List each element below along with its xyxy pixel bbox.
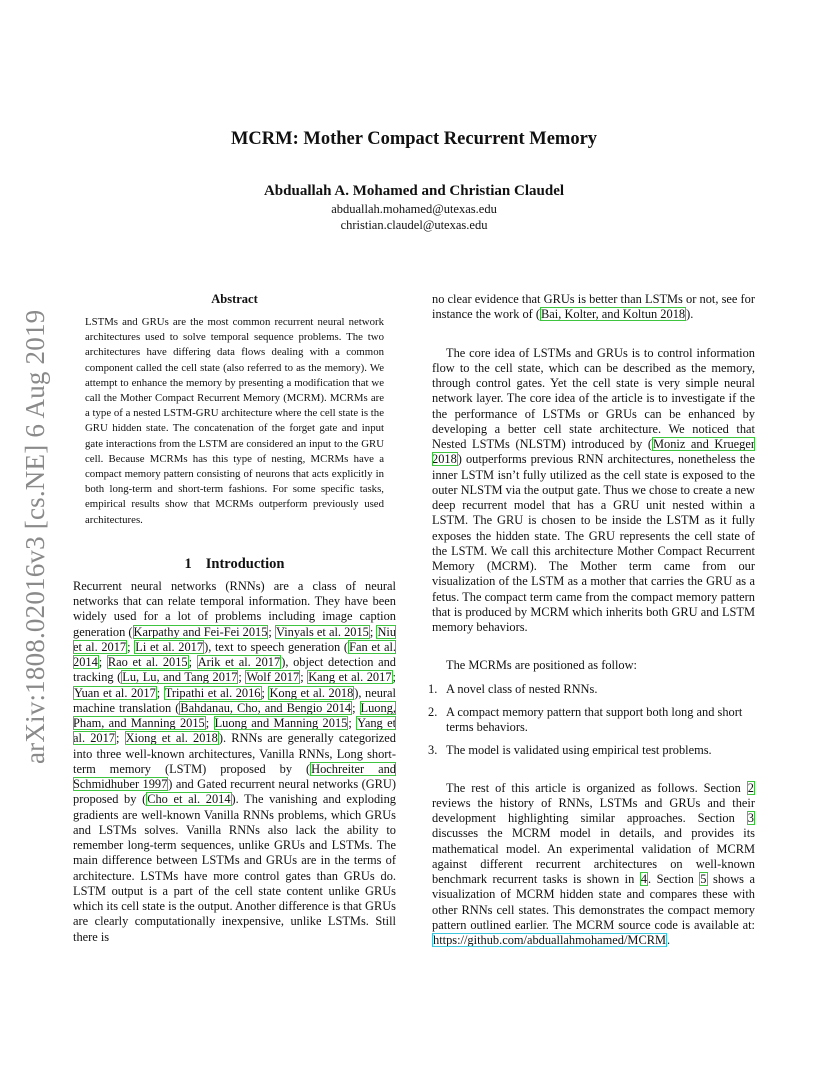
list-item xyxy=(428,681,755,697)
intro-paragraph xyxy=(73,579,396,945)
text-run: ), object detection and tracking ( xyxy=(73,655,396,685)
author-email-1: abduallah.mohamed@utexas.edu xyxy=(331,202,497,216)
spacer xyxy=(432,323,755,346)
author-email-2: christian.claudel@utexas.edu xyxy=(340,218,488,232)
citation-link[interactable]: Rao et al. 2015 xyxy=(107,655,188,670)
section-link[interactable]: 2 xyxy=(747,780,754,795)
spacer xyxy=(432,635,755,658)
citation-link[interactable]: Fan et al. 2014 xyxy=(73,639,396,670)
citation-link[interactable]: Arik et al. 2017 xyxy=(197,655,281,670)
text-run: ; xyxy=(156,685,164,700)
citation-link[interactable]: Hochreiter and Schmidhuber 1997 xyxy=(73,761,396,792)
contribution-list xyxy=(428,681,755,759)
citation-link[interactable]: Yang et al. 2017 xyxy=(73,716,397,746)
arxiv-identifier: arXiv:1808.02016v3 [cs.NE] 6 Aug 2019 xyxy=(20,309,50,764)
text-run: ; xyxy=(348,716,357,731)
citation-link[interactable]: Lu, Lu, and Tang 2017 xyxy=(122,670,238,685)
right-paragraph-1 xyxy=(432,292,755,323)
abstract-text: LSTMs and GRUs are the most common recurrent neural network architectures used to solve temporal sequence problems. The two architectures have differing data flows dealing with a common component called the cell state (also referred to as the memory). We attempt to enhance the memory by presenting a modification that we call the Mother Compact Recurrent Memory (MCRM). MCRMs are a type of a nested LSTM-GRU architecture where the cell state is the GRU hidden state. The concatenation of the forget gate and input gate interactions from the LSTM are considered an input to the GRU cell. Because MCRMs has this type of nesting, MCRMs have a compact memory pattern consisting of neurons that acts explicitly in both long-term and short-term fashions. For some specific tasks, empirical results show that MCRMs outperform previously used architectures. xyxy=(85,316,384,526)
right-paragraph-4 xyxy=(432,781,755,949)
citation-link[interactable]: Luong and Manning 2015 xyxy=(214,716,348,731)
text-run: . xyxy=(667,933,671,947)
section-link[interactable]: 4 xyxy=(640,872,648,886)
section-link[interactable]: 3 xyxy=(747,811,754,825)
text-run: The rest of this article is organized as follows. Section xyxy=(446,780,747,795)
text-run: ; xyxy=(98,655,107,670)
text-run: ; xyxy=(300,670,308,685)
citation-link[interactable]: Moniz and Krueger 2018 xyxy=(432,437,755,467)
text-run: no clear evidence that GRUs is better than LSTMs or not, see for instance the work of ( xyxy=(432,292,755,322)
text-run: ; xyxy=(188,655,197,670)
left-column xyxy=(73,292,396,945)
citation-link[interactable]: Vinyals et al. 2015 xyxy=(275,624,369,639)
text-run: . Section xyxy=(648,872,700,886)
spacer xyxy=(432,767,755,781)
text-run: ). xyxy=(686,307,694,322)
text-run: ; xyxy=(261,685,269,700)
text-run: Recurrent neural networks (RNNs) are a class of neural networks that can relate temporal information. They have been widely used for a lot of problems including image caption generation ( xyxy=(73,578,396,639)
text-run: ). RNNs are generally categorized into three well-known architectures, Vanilla RNNs, Long short-term memory (LSTM) proposed by ( xyxy=(73,731,396,776)
text-run: ) and Gated recurrent neural networks (GRU) proposed by ( xyxy=(73,777,396,807)
right-paragraph-3: The MCRMs are positioned as follow: xyxy=(446,658,638,673)
list-text: The model is validated using empirical test problems. xyxy=(446,743,712,758)
citation-link[interactable]: Luong, Pham, and Manning 2015 xyxy=(73,700,396,731)
text-run: ; xyxy=(238,670,246,685)
citation-link[interactable]: Yuan et al. 2017 xyxy=(74,685,156,700)
citation-link[interactable]: Bai, Kolter, and Koltun 2018 xyxy=(541,307,686,322)
citation-link[interactable]: Bahdanau, Cho, and Bengio 2014 xyxy=(180,700,352,715)
text-run: ; xyxy=(369,624,377,639)
text-run: discusses the MCRM model in details, and provides its mathematical model. An experimental validation of MCRM against different recurrent architectures on well-known benchmark recurrent tasks is shown in xyxy=(432,826,755,886)
text-run: ; xyxy=(352,700,360,715)
text-run: ; xyxy=(268,624,275,639)
section-link[interactable]: 5 xyxy=(700,872,707,886)
text-run: ; xyxy=(205,716,214,731)
list-text: A novel class of nested RNNs. xyxy=(446,681,598,696)
text-run: ; xyxy=(115,731,125,746)
text-run: reviews the history of RNNs, LSTMs and GRUs and their development highlighting similar approaches. Section xyxy=(432,795,755,825)
text-run: ; xyxy=(392,670,396,685)
citation-link[interactable]: Karpathy and Fei-Fei 2015 xyxy=(133,624,268,639)
citation-link[interactable]: Tripathi et al. 2016 xyxy=(164,685,261,700)
citation-link[interactable]: Kong et al. 2018 xyxy=(269,685,354,700)
list-number: 3. xyxy=(428,743,438,758)
abstract-heading: Abstract xyxy=(211,292,258,306)
text-run: ), neural machine translation ( xyxy=(73,685,396,715)
citation-link[interactable]: Cho et al. 2014 xyxy=(147,792,231,807)
citation-link[interactable]: Niu et al. 2017 xyxy=(73,624,397,654)
section-title: Introduction xyxy=(205,555,285,572)
right-paragraph-2 xyxy=(432,346,755,636)
text-run: ). The vanishing and exploding gradients are well-known Vanilla RNNs problems, which GRUs and LSTMs solves. Vanilla RNNs also lack the ability to remember long-term sequences, unlike GRUs and LSTMs. The main difference between LSTMs and GRUs are in the terms of architecture. LSTMs have more control gates than GRUs do. LSTM output is a part of the cell state content unlike GRUs which its cell state is the output. Another difference is that GRUs are clearly computationally inexpensive, unlike LSTMs. Still there is xyxy=(73,792,396,944)
list-number: 1. xyxy=(428,681,438,696)
citation-link[interactable]: Xiong et al. 2018 xyxy=(125,731,218,746)
section-number: 1 xyxy=(184,555,192,572)
list-item xyxy=(428,743,755,758)
right-column xyxy=(428,292,755,948)
section-heading-introduction xyxy=(73,556,396,573)
text-run: The core idea of LSTMs and GRUs is to control information flow to the cell state, which can be described as the memory, through control gates. Yet the cell state is very simple neural network layer. The core idea of the article is to investigate if the the performance of LSTMs or GRUs can be enhanced by developing a better cell state architecture. We noticed that Nested LSTMs (NLSTM) introduced by ( xyxy=(432,345,755,451)
citation-link[interactable]: Wolf 2017 xyxy=(246,670,300,685)
author-names: Abduallah A. Mohamed and Christian Claudel xyxy=(263,183,565,199)
list-number: 2. xyxy=(428,704,438,719)
text-run: ; xyxy=(127,639,135,654)
source-code-url-link[interactable]: https://github.com/abduallahmohamed/MCRM xyxy=(433,933,666,947)
list-text: A compact memory pattern that support both long and short terms behaviors. xyxy=(446,704,743,734)
text-run: ), text to speech generation ( xyxy=(204,639,349,654)
text-run: shows a visualization of MCRM hidden state and compares these with other RNNs cell states. This demonstrates the compact memory pattern outlined earlier. The MCRM source code is available at: xyxy=(432,872,755,932)
list-item xyxy=(428,704,755,736)
citation-link[interactable]: Kang et al. 2017 xyxy=(308,670,392,685)
citation-link[interactable]: Li et al. 2017 xyxy=(135,639,204,654)
text-run: ) outperforms previous RNN architectures, nonetheless the inner LSTM isn’t fully utilized as the cell state is exposed to the outer NLSTM via the output gate. Thus we chose to create a new deep recurrent model that has a GRU unit nested within a LSTM. The GRU is chosen to be inside the LSTM as it fully exposes the hidden state. The GRU represents the cell state of the LSTM. We call this architecture Mother Compact Recurrent Memory (MCRM). The Mother term came from our visualization of the LSTM as a mother that carries the GRU as a fetus. The compact term came from the compact memory pattern that is produced by MCRM which inherits both GRU and LSTM memory behaviors. xyxy=(432,452,755,634)
paper-title: MCRM: Mother Compact Recurrent Memory xyxy=(230,129,598,149)
